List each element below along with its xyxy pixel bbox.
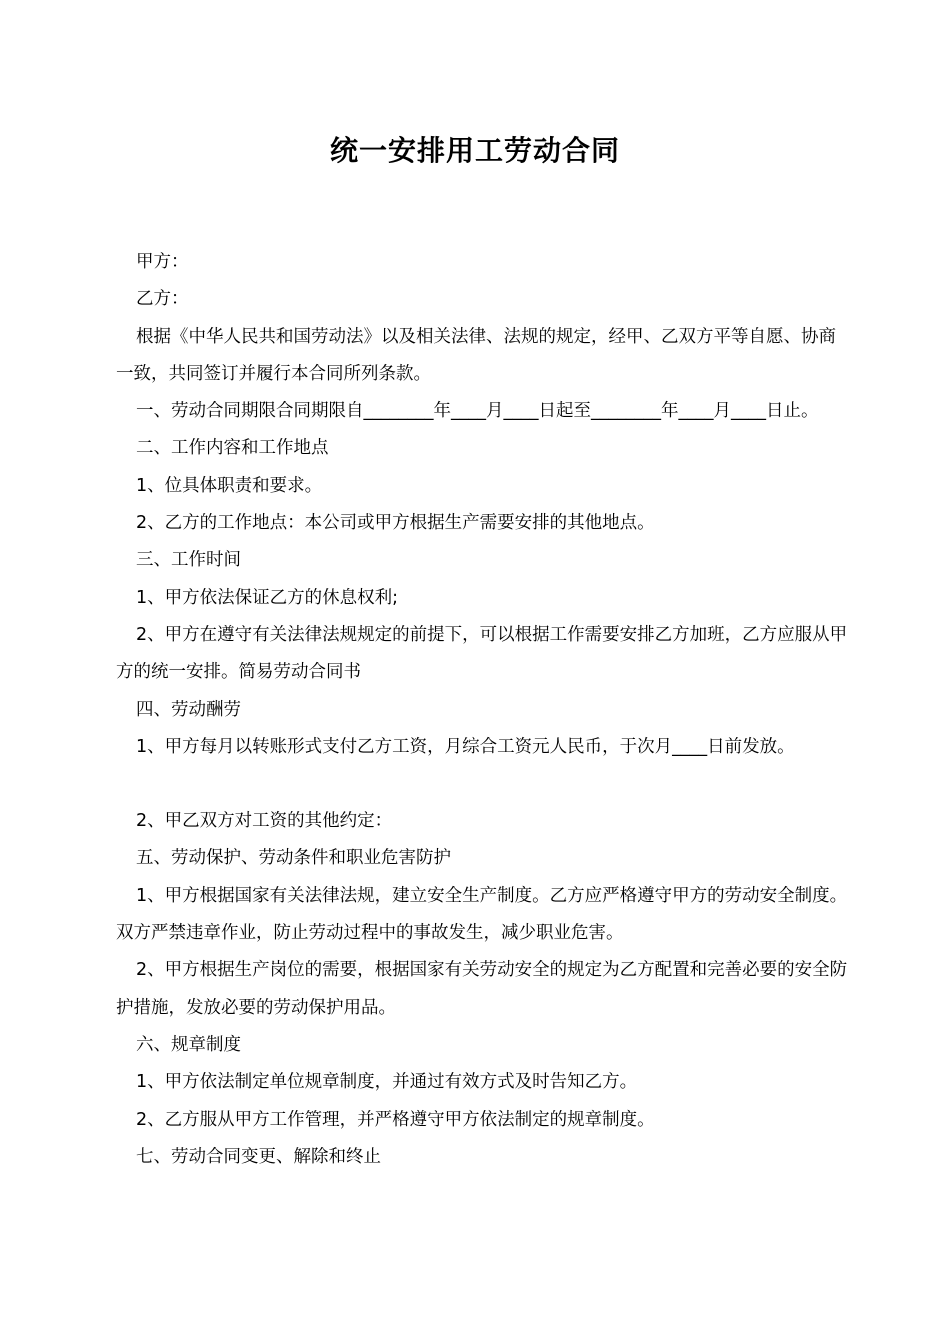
blank-line <box>116 766 852 803</box>
party-b-line: 乙方： <box>136 289 189 310</box>
clause-other-salary-terms: 2、甲乙双方对工资的其他约定： <box>136 811 393 832</box>
section-heading-work-content: 二、工作内容和工作地点 <box>136 438 329 459</box>
section-heading-remuneration: 四、劳动酬劳 <box>136 699 241 720</box>
clause-rest-rights: 1、甲方依法保证乙方的休息权利; <box>136 587 399 608</box>
clause-monthly-salary: 1、甲方每月以转账形式支付乙方工资，月综合工资元人民币，于次月____日前发放。 <box>136 736 795 757</box>
clause-regulations-notice: 1、甲方依法制定单位规章制度，并通过有效方式及时告知乙方。 <box>136 1072 638 1093</box>
preamble-paragraph: 根据《中华人民共和国劳动法》以及相关法律、法规的规定，经甲、乙双方平等自愿、协商一致，共同签订并履行本合同所列条款。 <box>116 326 836 384</box>
clause-overtime: 2、甲方在遵守有关法律法规规定的前提下，可以根据工作需要安排乙方加班，乙方应服从甲方的统一安排。简易劳动合同书 <box>116 624 848 683</box>
party-a-line: 甲方： <box>136 252 189 272</box>
clause-safety-system: 1、甲方根据国家有关法律法规，建立安全生产制度。乙方应严格遵守甲方的劳动安全制度。双方严禁违章作业，防止劳动过程中的事故发生，减少职业危害。 <box>116 885 848 944</box>
section-contract-term: 一、劳动合同期限合同期限自________年____月____日起至________年____月____日止。 <box>136 401 819 422</box>
section-heading-contract-change: 七、劳动合同变更、解除和终止 <box>136 1146 381 1167</box>
document-title: 统一安排用工劳动合同 <box>329 134 620 167</box>
section-heading-labor-protection: 五、劳动保护、劳动条件和职业危害防护 <box>136 848 451 869</box>
clause-job-duties: 1、位具体职责和要求。 <box>136 475 323 496</box>
section-heading-work-hours: 三、工作时间 <box>136 550 241 571</box>
clause-regulations-compliance: 2、乙方服从甲方工作管理，并严格遵守甲方依法制定的规章制度。 <box>136 1109 655 1130</box>
clause-work-location: 2、乙方的工作地点：本公司或甲方根据生产需要安排的其他地点。 <box>136 513 655 534</box>
section-heading-regulations: 六、规章制度 <box>136 1034 241 1055</box>
document-body <box>116 244 852 1176</box>
clause-protective-equipment: 2、甲方根据生产岗位的需要，根据国家有关劳动安全的规定为乙方配置和完善必要的安全防护措施，发放必要的劳动保护用品。 <box>116 960 848 1018</box>
